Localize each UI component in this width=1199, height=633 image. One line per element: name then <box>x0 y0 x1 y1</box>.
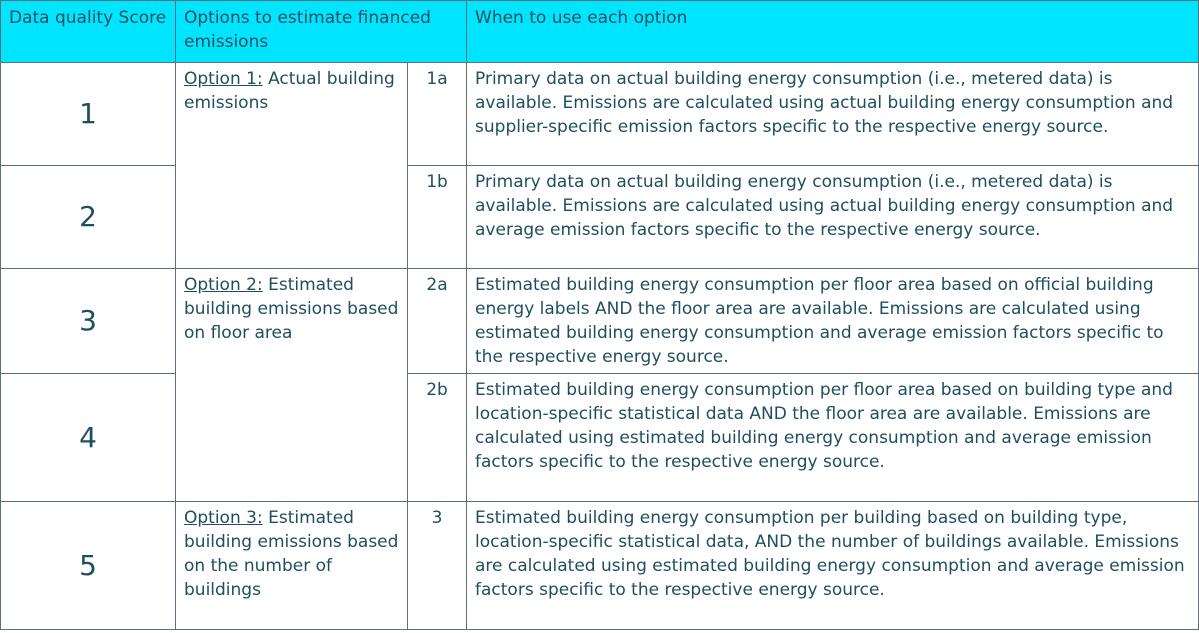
option-cell <box>176 502 408 630</box>
table-header-row <box>1 1 1199 63</box>
table-row <box>1 502 1199 630</box>
score-cell: 5 <box>1 502 176 630</box>
table-row <box>1 63 1199 166</box>
option-description: Estimated building energy consumption per floor area based on building type and location-specific statistical data AND the floor area are available. Emissions are calculated using estimated building energy consumption and average emission factors specific to the respective energy source. <box>467 374 1199 502</box>
option-link[interactable]: Option 1: <box>184 69 263 89</box>
score-cell: 1 <box>1 63 176 166</box>
header-score: Data quality Score <box>1 1 176 63</box>
option-description: Estimated building energy consumption per building based on building type, location-specific statistical data, AND the number of buildings available. Emissions are calculated using estimated building energy consumption and average emission factors specific to the respective energy source. <box>467 502 1199 630</box>
option-cell <box>176 269 408 502</box>
score-cell: 2 <box>1 166 176 269</box>
option-description: Primary data on actual building energy consumption (i.e., metered data) is available. Emissions are calculated using actual building energy consumption and supplier-specific emission factors specific to the respective energy source. <box>467 63 1199 166</box>
header-when: When to use each option <box>467 1 1199 63</box>
score-cell: 3 <box>1 269 176 374</box>
option-code: 1a <box>408 63 467 166</box>
option-description: Primary data on actual building energy consumption (i.e., metered data) is available. Emissions are calculated using actual building energy consumption and average emission factors specific to the respective energy source. <box>467 166 1199 269</box>
option-description: Estimated building energy consumption per floor area based on official building energy labels AND the floor area are available. Emissions are calculated using estimated building energy consumption and average emission factors specific to the respective energy source. <box>467 269 1199 374</box>
option-text: Actual building emissions <box>184 69 395 113</box>
table-row <box>1 269 1199 374</box>
option-link[interactable]: Option 3: <box>184 508 263 528</box>
option-text: Estimated building emissions based on the number of buildings <box>184 508 399 600</box>
option-code: 2b <box>408 374 467 502</box>
option-cell <box>176 63 408 269</box>
option-code: 2a <box>408 269 467 374</box>
option-link[interactable]: Option 2: <box>184 275 263 295</box>
option-code: 3 <box>408 502 467 630</box>
header-options: Options to estimate financed emissions <box>176 1 467 63</box>
score-cell: 4 <box>1 374 176 502</box>
option-text: Estimated building emissions based on floor area <box>184 275 399 343</box>
option-code: 1b <box>408 166 467 269</box>
